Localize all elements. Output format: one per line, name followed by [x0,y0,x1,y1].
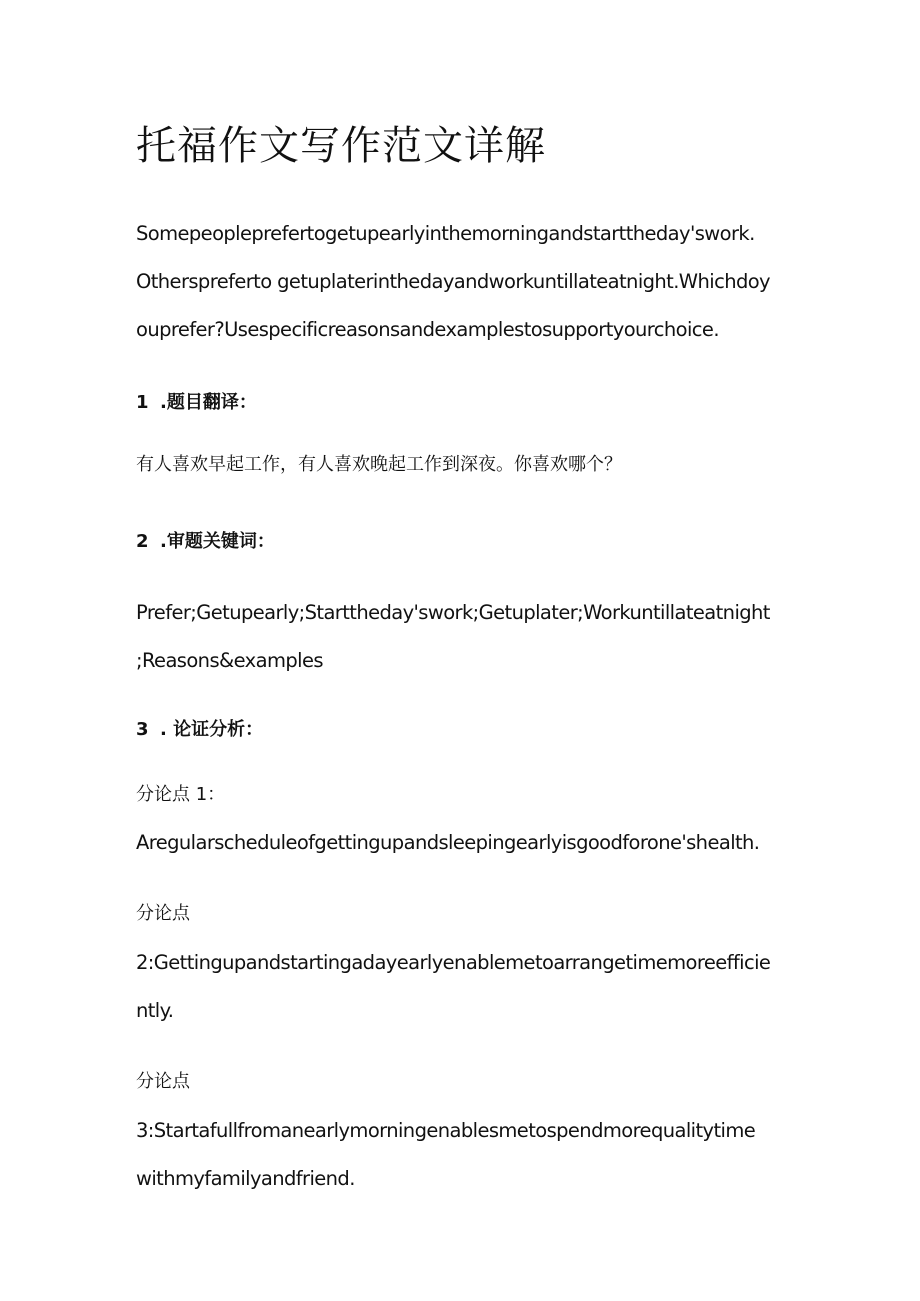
section-2-heading [136,530,275,554]
prompt-line-1: Somepeopleprefertogetupearlyinthemorningandstarttheday'swork. [136,222,755,245]
prompt-line-3: ouprefer?Usespecificreasonsandexamplestosupportyourchoice. [136,318,719,341]
section-3-heading [136,718,263,742]
section-2-title: .审题关键词： [160,531,275,552]
keywords-line-2: ;Reasons&examples [136,649,323,672]
point-1-line-1: Aregularscheduleofgettingupandsleepingearlyisgoodforone'shealth. [136,831,760,854]
page-title: 托福作文写作范文详解 [136,123,546,169]
point-3-line-2: withmyfamilyandfriend. [136,1167,355,1190]
point-2-line-1: 2:Gettingupandstartingadayearlyenablemetoarrangetimemoreefficie [136,951,771,974]
section-3-title: . 论证分析： [160,719,264,740]
section-3-number: 3 [136,719,149,740]
point-3-line-1: 3:Startafullfromanearlymorningenablesmetospendmorequalitytime [136,1119,756,1142]
keywords-line-1: Prefer;Getupearly;Starttheday'swork;Getuplater;Workuntillateatnight [136,601,770,624]
point-3-label: 分论点 [136,1071,190,1092]
point-2-line-2: ntly. [136,999,174,1022]
point-2-label: 分论点 [136,903,190,924]
prompt-line-2: Otherspreferto getuplaterinthedayandworkuntillateatnight.Whichdoy [136,270,770,293]
section-2-number: 2 [136,531,149,552]
section-1-number: 1 [136,392,149,413]
translation-text: 有人喜欢早起工作，有人喜欢晚起工作到深夜。你喜欢哪个？ [136,454,622,475]
section-1-heading [136,391,257,415]
point-1-label: 分论点 1： [136,784,226,805]
section-1-title: .题目翻译： [160,392,257,413]
